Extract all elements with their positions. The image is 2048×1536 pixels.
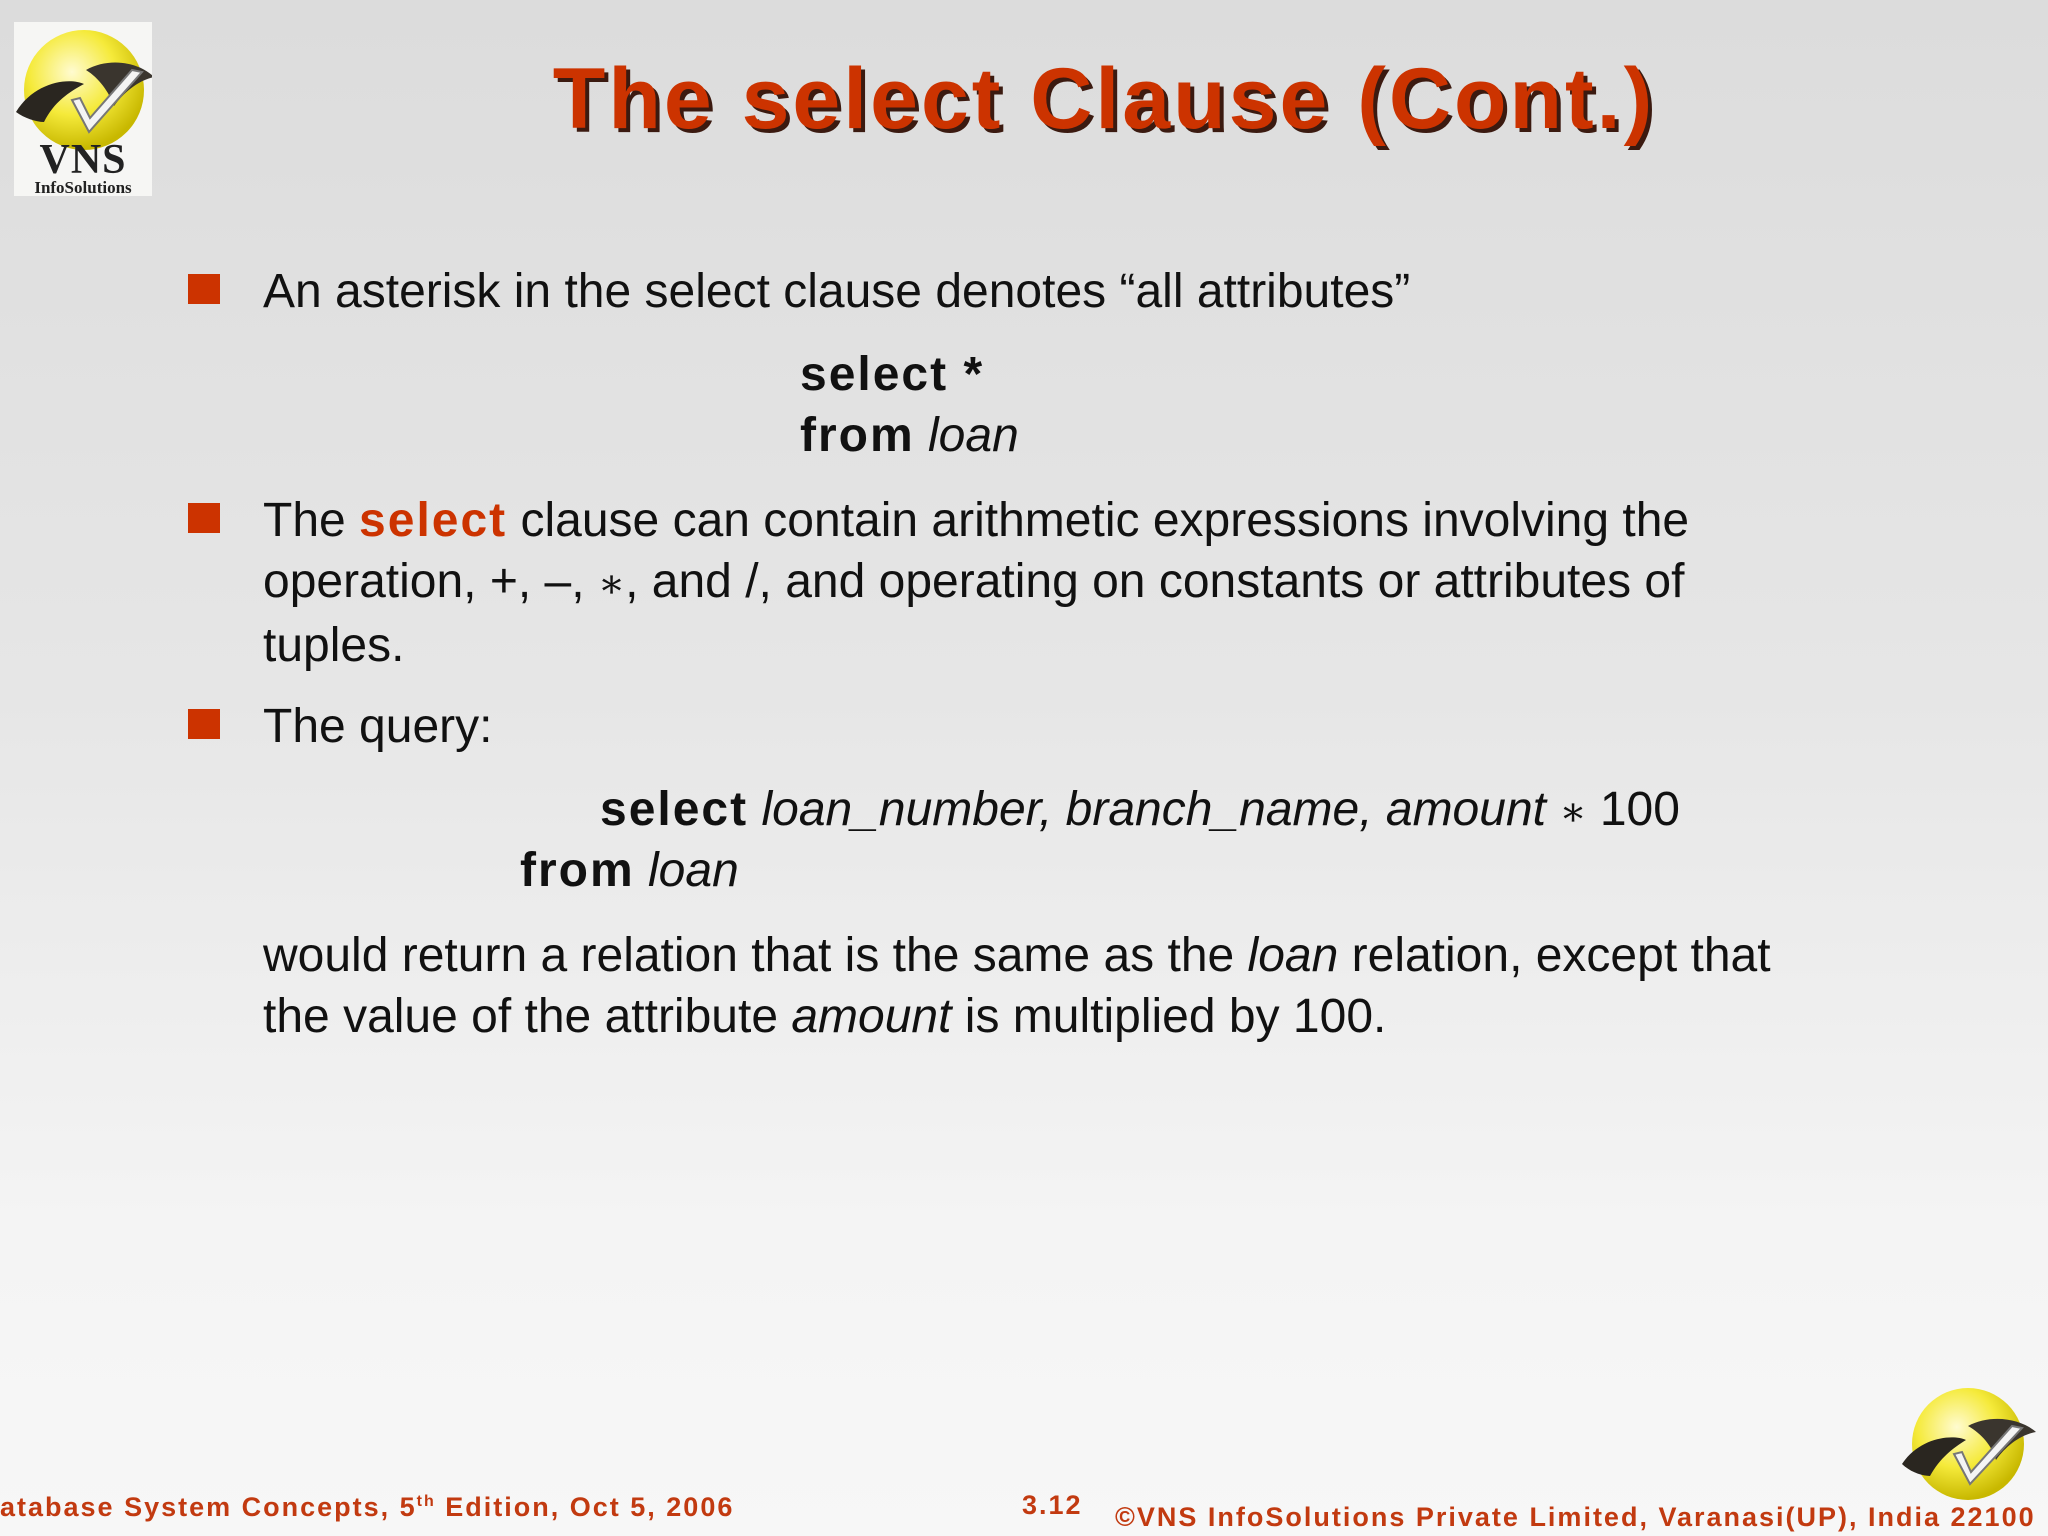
bullet-marker-icon: [188, 274, 220, 304]
page-number: 3.12: [1022, 1490, 1083, 1520]
bullet-marker-icon: [188, 709, 220, 739]
code-line-select: [600, 779, 1680, 843]
slide-title: The select Clause (Cont.): [552, 51, 1656, 147]
code-line-from: [520, 840, 739, 901]
sql-table: loan: [928, 409, 1019, 462]
sql-table: loan: [648, 844, 739, 897]
bullet-2-line-2: operation, +, –, ∗, and /, and operating on constants or attributes of: [263, 555, 1685, 608]
code-line-select: [800, 344, 984, 405]
sql-multiplier: 100: [1599, 783, 1680, 836]
multiply-operator: ∗: [1559, 789, 1587, 835]
vns-logo-small-icon: [1898, 1382, 2038, 1502]
logo-brand: VNS: [39, 137, 127, 183]
explanation-line-1: would return a relation that is the same as the loan relation, except that: [263, 929, 1771, 982]
explanation-text: [263, 925, 1771, 1047]
bullet-2-line-1: The select clause can contain arithmetic expressions involving the: [263, 494, 1690, 547]
select-keyword: select: [359, 494, 508, 547]
sql-select-list: *: [948, 348, 985, 401]
sql-keyword: from: [800, 409, 915, 462]
bullet-2-text: [263, 490, 1689, 676]
sql-keyword: select: [600, 783, 749, 836]
logo-emblem-icon: [14, 22, 152, 152]
sql-keyword: select: [800, 348, 949, 401]
bullet-2-line-3: tuples.: [263, 619, 405, 672]
footer-left: atabase System Concepts, 5th Edition, Oct 5, 2006: [0, 1492, 735, 1522]
explanation-line-2: the value of the attribute amount is multiplied by 100.: [263, 990, 1387, 1043]
code-line-from: [800, 405, 1019, 466]
bullet-1-text: An asterisk in the select clause denotes “all attributes”: [263, 265, 1411, 318]
footer-copyright: ©VNS InfoSolutions Private Limited, Varanasi(UP), India 22100: [1115, 1502, 2036, 1532]
bullet-marker-icon: [188, 503, 220, 533]
sql-keyword: from: [520, 844, 635, 897]
sql-columns: loan_number, branch_name, amount: [761, 783, 1546, 836]
bullet-3-text: The query:: [263, 700, 493, 753]
vns-logo: [14, 22, 152, 196]
logo-subtitle: InfoSolutions: [34, 178, 132, 197]
